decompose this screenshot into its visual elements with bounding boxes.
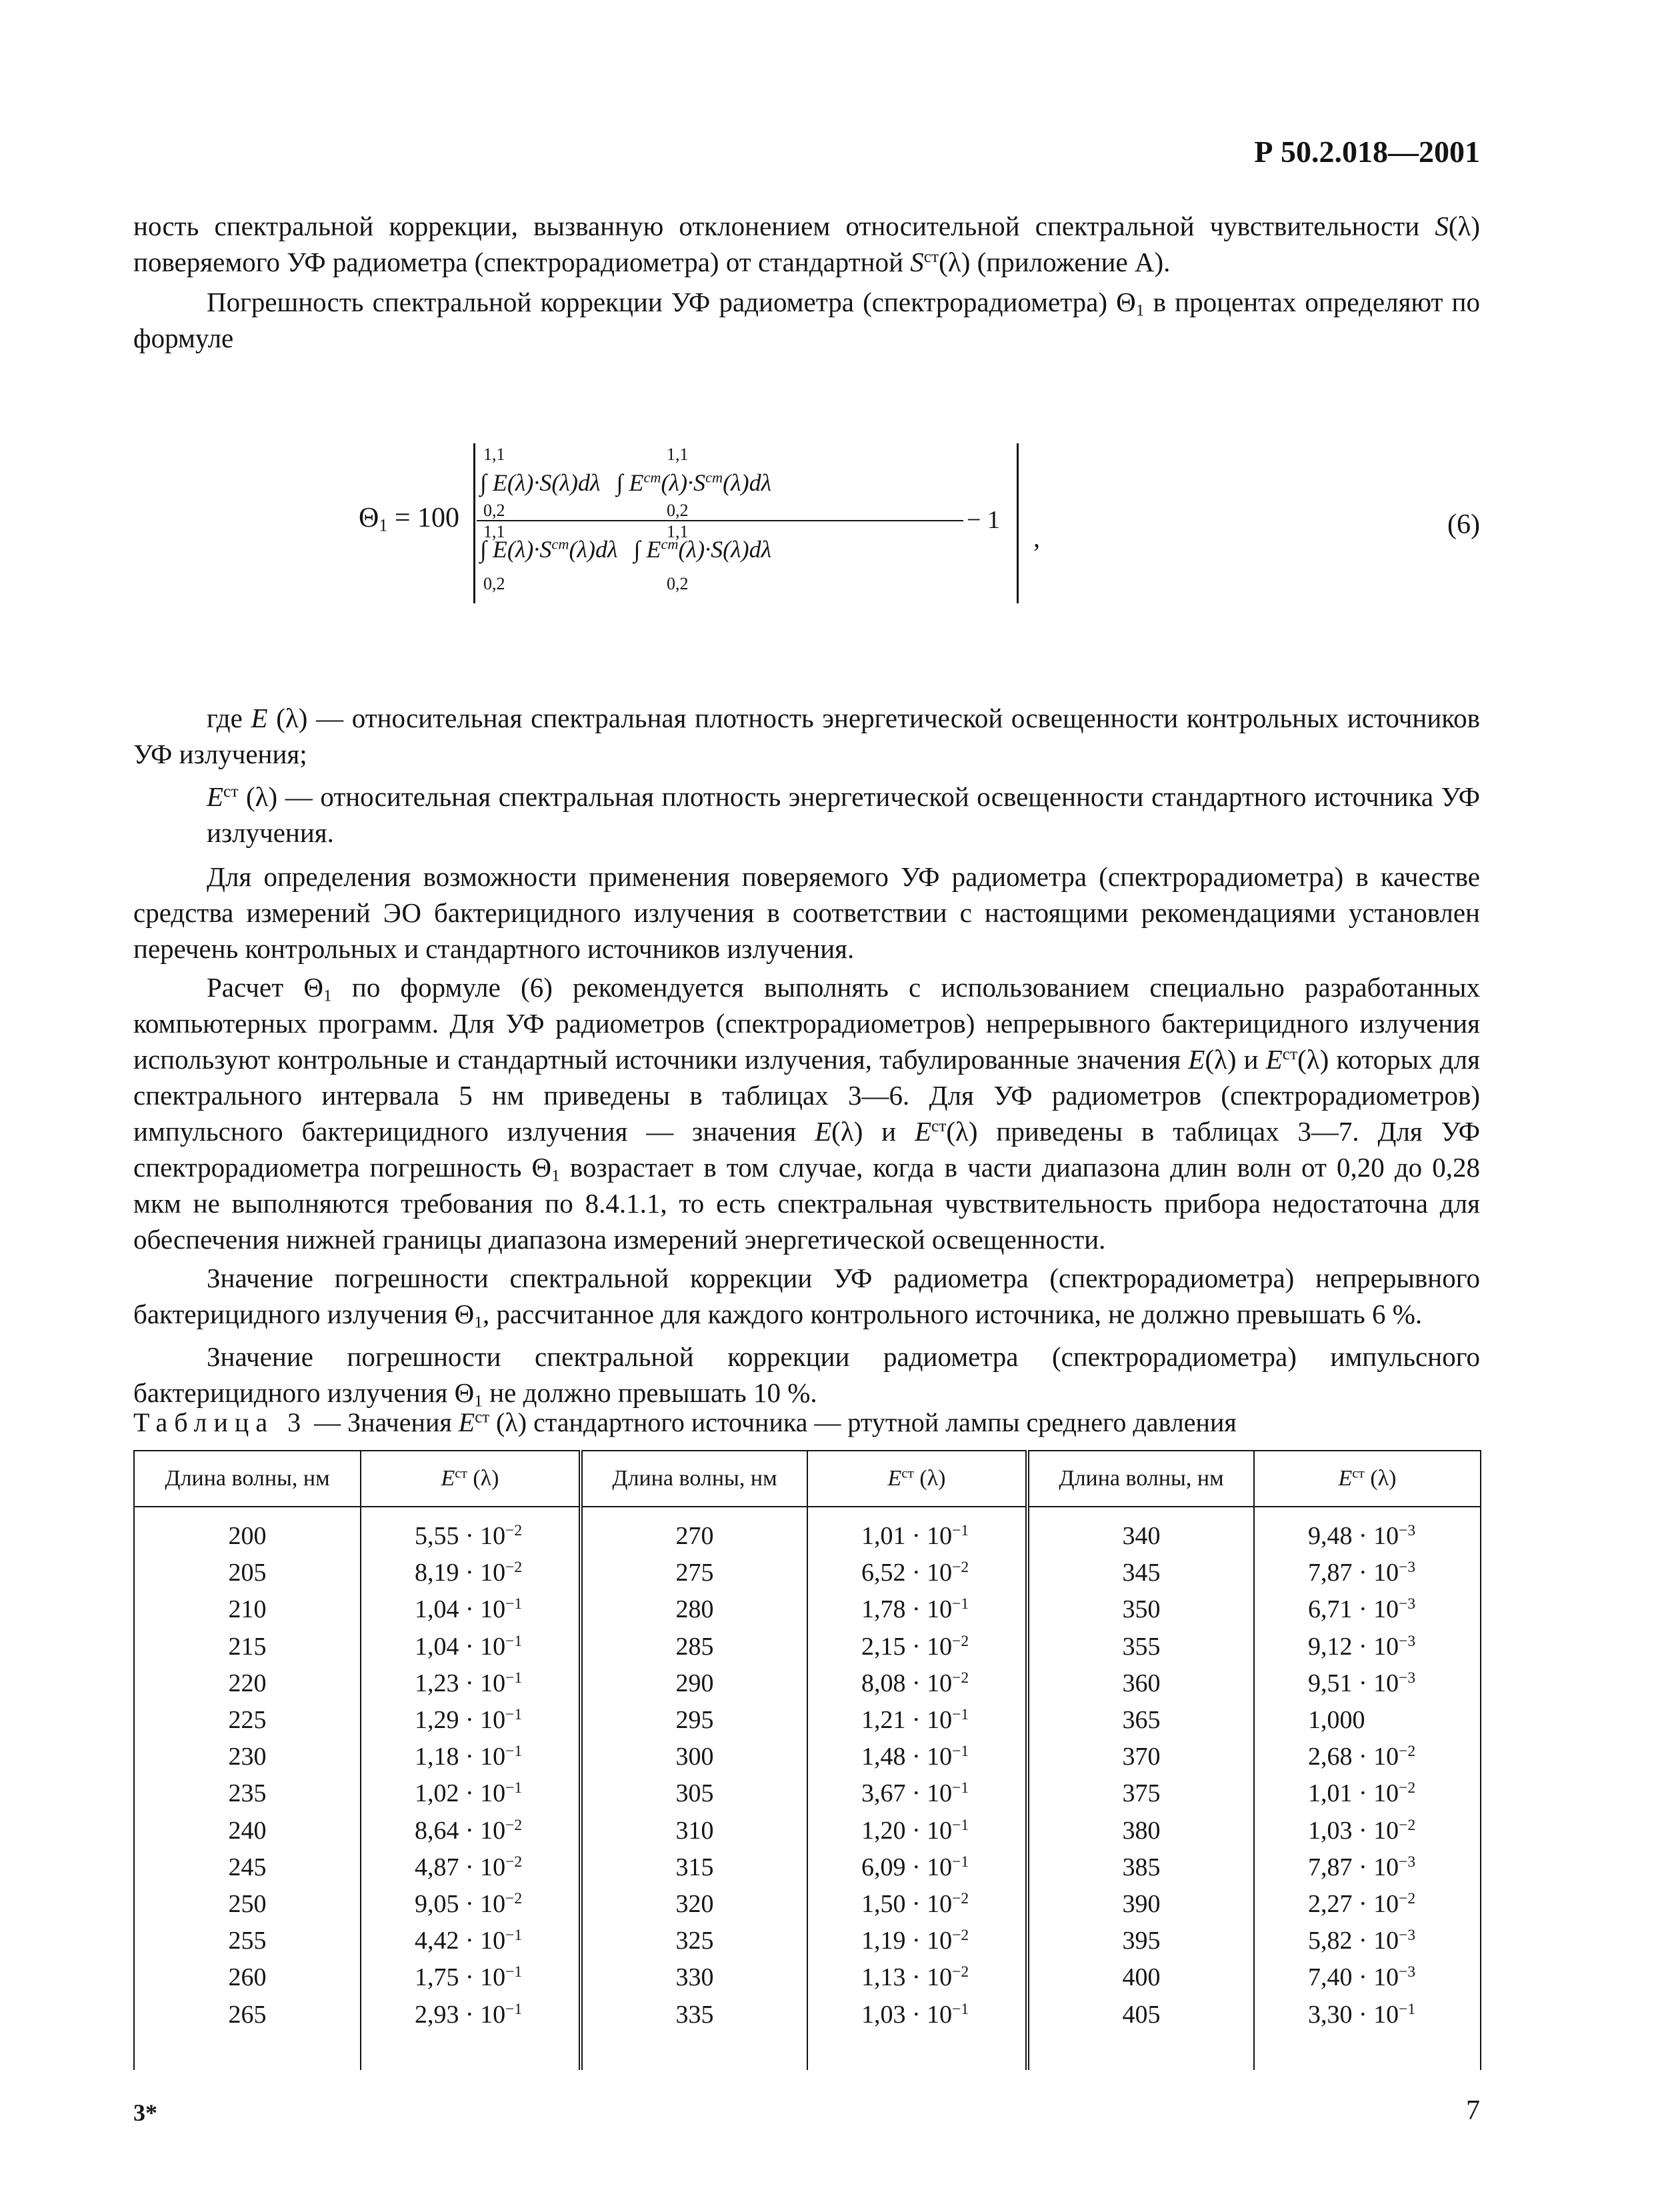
est-value-cell: $9,12 \cdot 10^{-3}$ xyxy=(1308,1632,1416,1661)
document-code: Р 50.2.018—2001 xyxy=(1254,135,1480,169)
formula-comma: , xyxy=(1033,523,1040,553)
est-value-cell: $1,20 \cdot 10^{-1}$ xyxy=(861,1816,969,1845)
est-value-cell: $7,87 \cdot 10^{-3}$ xyxy=(1308,1559,1416,1587)
limit-upper: 1,1 xyxy=(483,522,505,541)
paragraph-calculation: Расчет $\Theta_1$ по формуле (6) рекомендуется выполнять с использованием специально разработанных компьютерных программ. Для УФ радиометров (спектрорадиометров) непрерывного бактерицидного излучения используют контрольные и стандартный источники излучения, табулированные значения E(λ) и $E^{ст}(\lambda)$ которых для спектрального интервала 5 нм приведены в таблицах 3—6. Для УФ радиометров (спектрорадиометров) импульсного бактерицидного излучения — значения E(λ) и $E^{ст}(\lambda)$ приведены в таблицах 3—7. Для УФ спектрорадиометра погрешность $\Theta_1$ возрастает в том случае, когда в части диапазона длин волн от 0,20 до 0,28 мкм не выполняются требования по 8.4.1.1, то есть спектральная чувствительность прибора недостаточна для обеспечения нижней границы диапазона измерений энергетической освещенности. xyxy=(133,972,1480,1255)
est-value-cell: $1,03 \cdot 10^{-1}$ xyxy=(861,2000,969,2029)
est-value-cell: $2,27 \cdot 10^{-2}$ xyxy=(1308,1890,1416,1919)
est-value-cell: $1,48 \cdot 10^{-1}$ xyxy=(861,1743,969,1771)
wavelength-cell: 355 xyxy=(1122,1632,1161,1661)
wavelength-cell: 250 xyxy=(228,1890,267,1919)
wavelength-cell: 305 xyxy=(675,1779,714,1808)
paragraph-continuation: ность спектральной коррекции, вызванную отклонением относительной спектральной чувствительности S(λ) поверяемого УФ радиометра (спектрорадиометра) от стандартной $S^{ст}(\lambda)$ (приложение А). xyxy=(133,211,1480,277)
definition-est: $E^{ст}$ (λ) — относительная спектральная плотность энергетической освещенности стандартного источника УФ излучения. xyxy=(207,781,1480,848)
wavelength-cell: 345 xyxy=(1122,1559,1161,1587)
est-value-cell: $1,21 \cdot 10^{-1}$ xyxy=(861,1706,969,1735)
paragraph-formula-intro: Погрешность спектральной коррекции УФ радиометра (спектрорадиометра) $\Theta_1$ в процентах определяют по формуле xyxy=(133,287,1480,353)
definition-e: где E (λ) — относительная спектральная плотность энергетической освещенности контрольных источников УФ излучения; xyxy=(133,703,1480,769)
paragraph-limit-continuous: Значение погрешности спектральной коррекции УФ радиометра (спектрорадиометра) непрерывного бактерицидного излучения $\Theta_1$, рассчитанное для каждого контрольного источника, не должно превышать 6 %. xyxy=(133,1263,1480,1332)
limit-lower: 0,2 xyxy=(483,501,505,520)
sheet-signature: 3* xyxy=(133,2099,157,2126)
abs-bar-right xyxy=(1017,443,1019,603)
est-value-cell: $4,42 \cdot 10^{-1}$ xyxy=(415,1927,523,1955)
est-value-cell: $1,04 \cdot 10^{-1}$ xyxy=(415,1632,523,1661)
est-value-cell: $9,51 \cdot 10^{-3}$ xyxy=(1308,1669,1416,1697)
formula-denominator: ∫ $E(\lambda)\cdot S^{ст}(\lambda)d\lambda$ ∫ $E^{ст}(\lambda)\cdot S(\lambda)d\lambda$ xyxy=(480,535,772,563)
spectral-table xyxy=(133,1450,1481,2070)
header-wavelength: Длина волны, нм xyxy=(581,1451,807,1507)
intro-text xyxy=(133,208,1480,356)
wavelength-cell: 315 xyxy=(675,1853,714,1881)
wavelength-cell: 270 xyxy=(675,1522,714,1550)
wavelength-cell: 350 xyxy=(1122,1595,1161,1624)
est-value-cell: $1,29 \cdot 10^{-1}$ xyxy=(415,1706,523,1735)
wavelength-cell: 385 xyxy=(1122,1853,1161,1881)
table-header-row xyxy=(134,1451,1481,1507)
est-value-cell: $1,23 \cdot 10^{-1}$ xyxy=(415,1669,523,1697)
wavelength-cell: 320 xyxy=(675,1890,714,1919)
est-value-cell: $1,03 \cdot 10^{-2}$ xyxy=(1308,1816,1416,1845)
wavelength-cell: 260 xyxy=(228,1963,267,1992)
wavelength-cell: 295 xyxy=(675,1706,714,1735)
wavelength-cell: 290 xyxy=(675,1669,714,1697)
est-value-cell: $5,82 \cdot 10^{-3}$ xyxy=(1308,1927,1416,1955)
est-value-cell: $1,78 \cdot 10^{-1}$ xyxy=(861,1595,969,1624)
wavelength-cell: 255 xyxy=(228,1927,267,1955)
est-value-cell: $6,71 \cdot 10^{-3}$ xyxy=(1308,1595,1416,1624)
value-column-3 xyxy=(1254,1507,1481,2070)
est-value-cell: $1,19 \cdot 10^{-2}$ xyxy=(861,1927,969,1955)
table-caption: Таблица 3 — Значения $E^{ст}$ (λ) стандартного источника — ртутной лампы среднего давления xyxy=(133,1407,1237,1437)
est-value-cell: $9,48 \cdot 10^{-3}$ xyxy=(1308,1522,1416,1550)
wavelength-column-2 xyxy=(581,1507,807,2070)
est-value-cell: $7,40 \cdot 10^{-3}$ xyxy=(1308,1963,1416,1992)
wavelength-cell: 380 xyxy=(1122,1816,1161,1845)
wavelength-cell: 365 xyxy=(1122,1706,1161,1735)
est-value-cell: $9,05 \cdot 10^{-2}$ xyxy=(415,1890,523,1919)
wavelength-cell: 330 xyxy=(675,1963,714,1992)
wavelength-cell: 340 xyxy=(1122,1522,1161,1550)
wavelength-cell: 205 xyxy=(228,1559,267,1587)
limit-upper: 1,1 xyxy=(483,445,505,464)
value-column-1 xyxy=(361,1507,581,2070)
wavelength-cell: 285 xyxy=(675,1632,714,1661)
wavelength-column-3 xyxy=(1027,1507,1254,2070)
minus-one: − 1 xyxy=(967,506,1000,534)
formula-number: (6) xyxy=(1447,509,1480,540)
wavelength-cell: 300 xyxy=(675,1743,714,1771)
wavelength-cell: 325 xyxy=(675,1927,714,1955)
page-number: 7 xyxy=(1466,2095,1480,2126)
est-value-cell: $1,18 \cdot 10^{-1}$ xyxy=(415,1743,523,1771)
wavelength-cell: 375 xyxy=(1122,1779,1161,1808)
est-value-cell: $1,04 \cdot 10^{-1}$ xyxy=(415,1595,523,1624)
wavelength-cell: 360 xyxy=(1122,1669,1161,1697)
wavelength-cell: 395 xyxy=(1122,1927,1161,1955)
wavelength-cell: 215 xyxy=(228,1632,267,1661)
paragraph-limit-pulse: Значение погрешности спектральной коррекции радиометра (спектрорадиометра) импульсного бактерицидного излучения $\Theta_1$ не должно превышать 10 %. xyxy=(133,1341,1480,1411)
est-value-cell: $4,87 \cdot 10^{-2}$ xyxy=(415,1853,523,1881)
limit-upper: 1,1 xyxy=(667,522,689,541)
wavelength-cell: 400 xyxy=(1122,1963,1161,1992)
wavelength-cell: 275 xyxy=(675,1559,714,1587)
wavelength-cell: 235 xyxy=(228,1779,267,1808)
est-value-cell: $7,87 \cdot 10^{-3}$ xyxy=(1308,1853,1416,1881)
header-wavelength: Длина волны, нм xyxy=(134,1451,361,1507)
wavelength-cell: 245 xyxy=(228,1853,267,1881)
formula-numerator: ∫ E(λ)·S(λ)dλ ∫ $E^{ст}(\lambda)\cdot S^{ст}(\lambda)d\lambda$ xyxy=(480,469,772,496)
est-value-cell: $8,19 \cdot 10^{-2}$ xyxy=(415,1559,523,1587)
est-value-cell: $1,50 \cdot 10^{-2}$ xyxy=(861,1890,969,1919)
fraction-line xyxy=(477,520,963,521)
est-value-cell: $6,09 \cdot 10^{-1}$ xyxy=(861,1853,969,1881)
est-value-cell: $2,93 \cdot 10^{-1}$ xyxy=(415,2000,523,2029)
wavelength-cell: 405 xyxy=(1122,2000,1161,2029)
est-value-cell: $2,68 \cdot 10^{-2}$ xyxy=(1308,1743,1416,1771)
wavelength-cell: 335 xyxy=(675,2000,714,2029)
limit-lower: 0,2 xyxy=(667,574,689,593)
wavelength-cell: 370 xyxy=(1122,1743,1161,1771)
header-est: $E^{ст}$ (λ) xyxy=(807,1451,1027,1507)
header-est: $E^{ст}$ (λ) xyxy=(1254,1451,1481,1507)
est-value-cell: $1,13 \cdot 10^{-2}$ xyxy=(861,1963,969,1992)
est-value-cell: $1,75 \cdot 10^{-1}$ xyxy=(415,1963,523,1992)
definitions-text xyxy=(133,700,1480,1411)
formula-6 xyxy=(347,437,1480,610)
est-value-cell: $8,08 \cdot 10^{-2}$ xyxy=(861,1669,969,1697)
value-column-2 xyxy=(807,1507,1027,2070)
abs-bar-left xyxy=(473,443,475,603)
formula-lhs: $\Theta_1 = 100$ xyxy=(359,503,460,535)
paragraph-sources: Для определения возможности применения поверяемого УФ радиометра (спектрорадиометра) в качестве средства измерений ЭО бактерицидного излучения в соответствии с настоящими рекомендациями установлен перечень контрольных и стандартного источников излучения. xyxy=(133,861,1480,964)
wavelength-cell: 210 xyxy=(228,1595,267,1624)
est-value-cell: $1,01 \cdot 10^{-2}$ xyxy=(1308,1779,1416,1808)
est-value-cell: $3,67 \cdot 10^{-1}$ xyxy=(861,1779,969,1808)
est-value-cell: $8,64 \cdot 10^{-2}$ xyxy=(415,1816,523,1845)
est-value-cell: $6,52 \cdot 10^{-2}$ xyxy=(861,1559,969,1587)
wavelength-cell: 200 xyxy=(228,1522,267,1550)
est-value-cell: $5,55 \cdot 10^{-2}$ xyxy=(415,1522,523,1550)
header-est: $E^{ст}$ (λ) xyxy=(361,1451,581,1507)
limit-lower: 0,2 xyxy=(483,574,505,593)
wavelength-cell: 265 xyxy=(228,2000,267,2029)
est-value-cell: $1,02 \cdot 10^{-1}$ xyxy=(415,1779,523,1808)
wavelength-cell: 390 xyxy=(1122,1890,1161,1919)
wavelength-cell: 230 xyxy=(228,1743,267,1771)
table-body-row xyxy=(134,1507,1481,2070)
est-value-cell: $2,15 \cdot 10^{-2}$ xyxy=(861,1632,969,1661)
limit-upper: 1,1 xyxy=(667,445,689,464)
wavelength-column-1 xyxy=(134,1507,361,2070)
est-value-cell: $3,30 \cdot 10^{-1}$ xyxy=(1308,2000,1416,2029)
header-wavelength: Длина волны, нм xyxy=(1027,1451,1254,1507)
wavelength-cell: 310 xyxy=(675,1816,714,1845)
est-value-cell: 1,000 xyxy=(1308,1706,1365,1735)
wavelength-cell: 220 xyxy=(228,1669,267,1697)
wavelength-cell: 225 xyxy=(228,1706,267,1735)
wavelength-cell: 240 xyxy=(228,1816,267,1845)
est-value-cell: $1,01 \cdot 10^{-1}$ xyxy=(861,1522,969,1550)
wavelength-cell: 280 xyxy=(675,1595,714,1624)
limit-lower: 0,2 xyxy=(667,501,689,520)
